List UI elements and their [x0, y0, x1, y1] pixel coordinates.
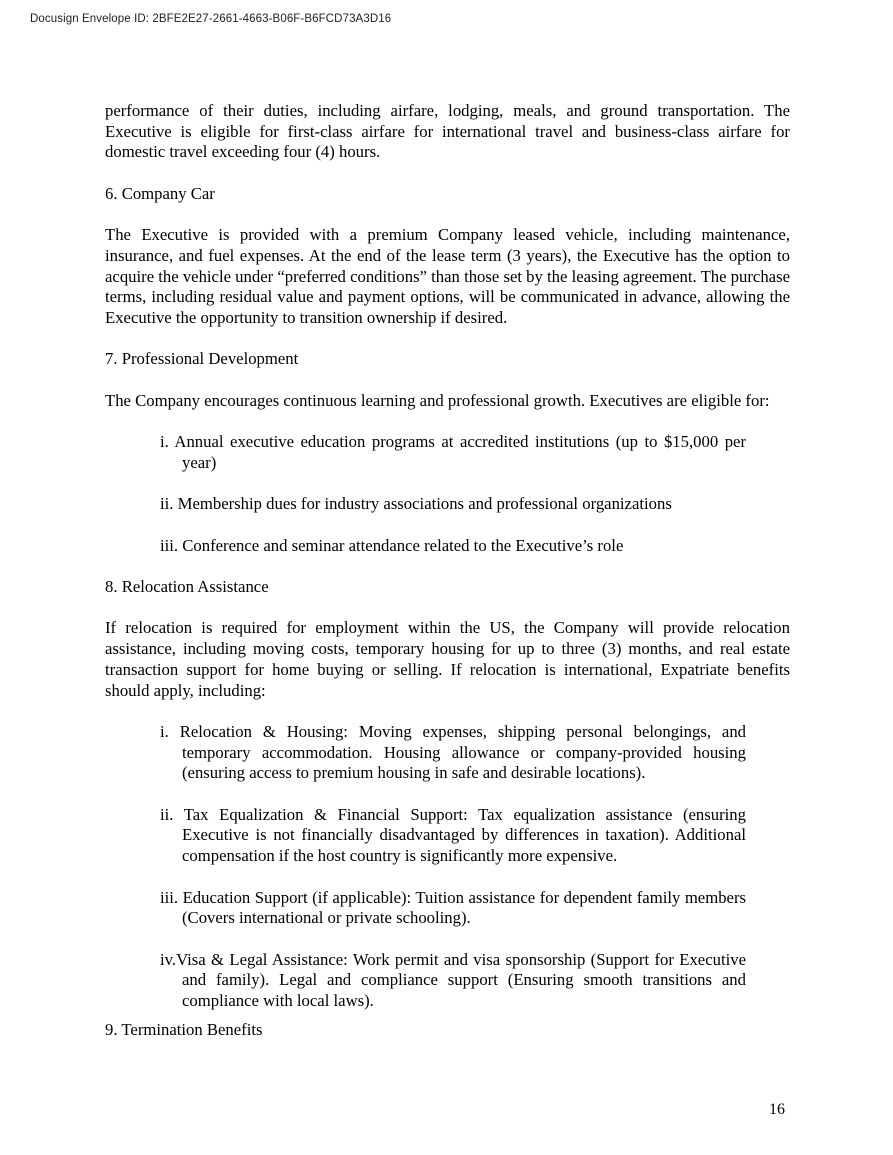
list-marker: iii. [160, 535, 183, 555]
list-marker: i. [160, 432, 175, 452]
section-heading-relocation-assistance: 8. Relocation Assistance [105, 577, 269, 597]
list-item-text: Conference and seminar attendance related to the Executive’s role [182, 535, 624, 555]
list-item [160, 536, 746, 557]
list-item [160, 722, 746, 784]
list-item-text: Annual executive education programs at accredited institutions (up to $15,000 per year) [174, 432, 746, 472]
list-marker: iv. [160, 949, 177, 969]
page-number: 16 [769, 1101, 785, 1118]
list-marker: iii. [160, 887, 183, 907]
professional-development-list [160, 432, 746, 556]
relocation-assistance-list [160, 722, 746, 1012]
section-heading-professional-development: 7. Professional Development [105, 349, 299, 369]
list-item [160, 805, 746, 867]
list-item [160, 432, 746, 473]
list-item-text: Tax Equalization & Financial Support: Tax equalization assistance (ensuring Executive is not financially disadvantaged by differences in taxation). Additional compensation if the host country is significantly more expensive. [182, 804, 746, 866]
intro-paragraph: performance of their duties, including airfare, lodging, meals, and ground transportation. The Executive is eligible for first-class airfare for international travel and business-class airfare for domestic travel exceeding four (4) hours. [105, 101, 790, 162]
docusign-envelope-id: Docusign Envelope ID: 2BFE2E27-2661-4663-B06F-B6FCD73A3D16 [30, 13, 392, 25]
list-item [160, 888, 746, 929]
list-item [160, 494, 746, 515]
list-item-text: Relocation & Housing: Moving expenses, shipping personal belongings, and temporary accommodation. Housing allowance or company-provided housing (ensuring access to premium housing in safe and desirable locations). [179, 721, 747, 783]
relocation-assistance-paragraph: If relocation is required for employment within the US, the Company will provide relocation assistance, including moving costs, temporary housing for up to three (3) months, and real estate transaction support for home buying or selling. If relocation is international, Expatriate benefits should apply, including: [105, 618, 790, 700]
list-marker: ii. [160, 804, 184, 824]
list-item-text: Visa & Legal Assistance: Work permit and visa sponsorship (Support for Executive and family). Legal and compliance support (Ensuring smooth transitions and compliance with local laws). [176, 949, 746, 1011]
list-item [160, 950, 746, 1012]
professional-development-paragraph: The Company encourages continuous learning and professional growth. Executives are eligible for: [105, 390, 770, 410]
document-body [105, 101, 790, 1040]
section-heading-company-car: 6. Company Car [105, 183, 215, 203]
list-marker: i. [160, 721, 180, 741]
list-item-text: Education Support (if applicable): Tuition assistance for dependent family members (Covers international or private schooling). [182, 887, 746, 928]
list-marker: ii. [160, 494, 178, 514]
section-heading-termination-benefits: 9. Termination Benefits [105, 1019, 263, 1039]
list-item-text: Membership dues for industry associations and professional organizations [177, 494, 672, 514]
company-car-paragraph: The Executive is provided with a premium Company leased vehicle, including maintenance, insurance, and fuel expenses. At the end of the lease term (3 years), the Executive has the option to acquire the vehicle under “preferred conditions” than those set by the leasing agreement. The purchase terms, including residual value and payment options, will be communicated in advance, allowing the Executive the opportunity to transition ownership if desired. [105, 225, 790, 327]
